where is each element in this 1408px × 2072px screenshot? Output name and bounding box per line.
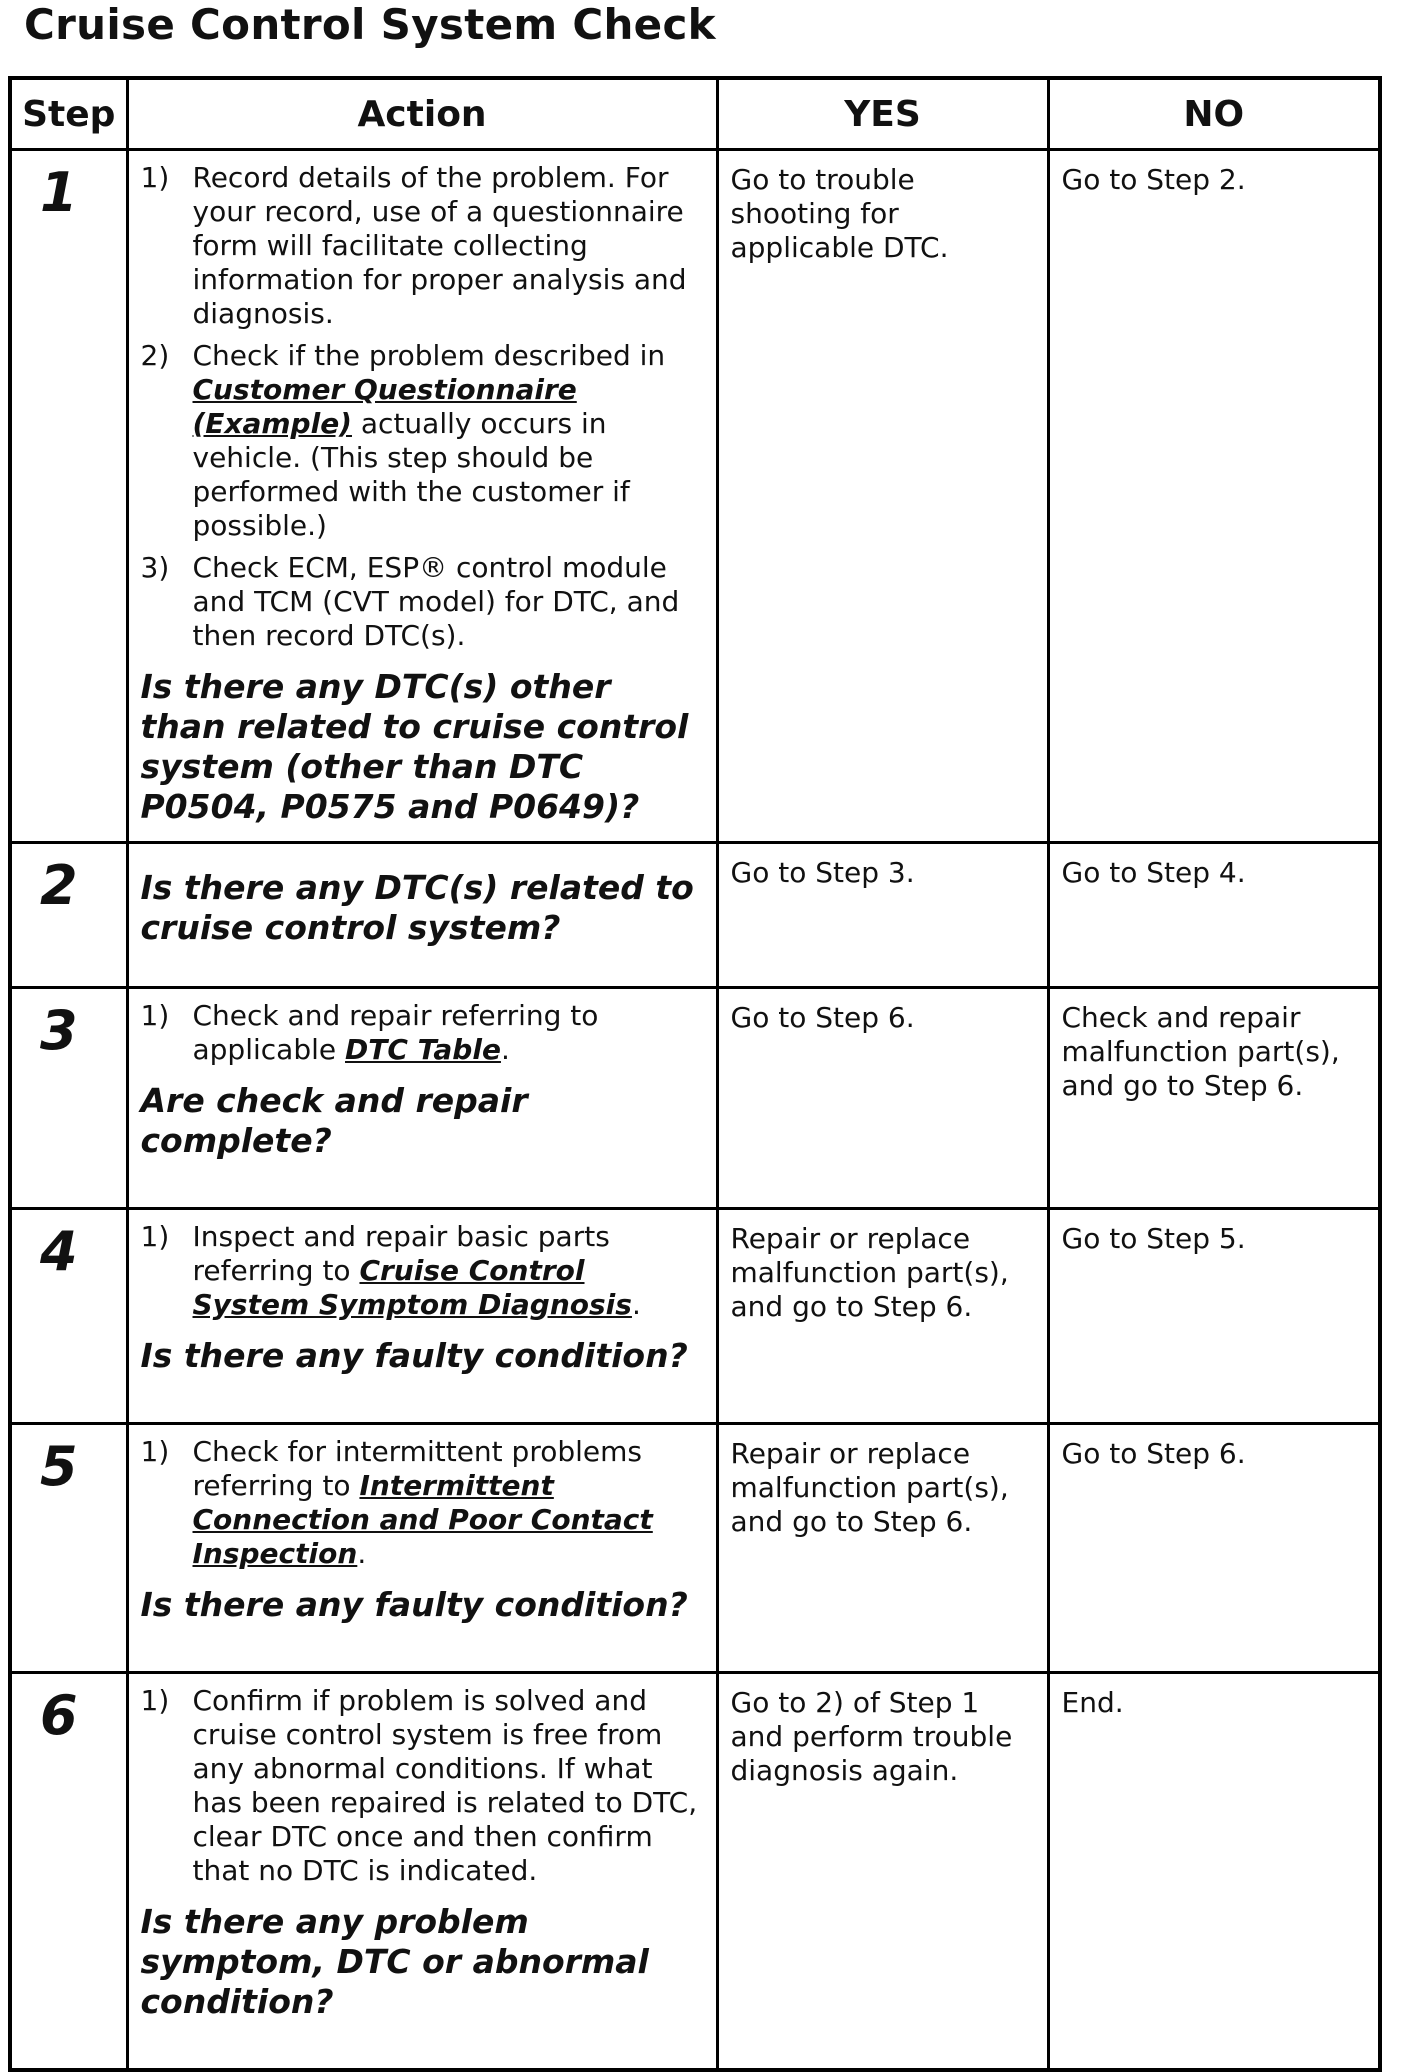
item-number: 1): [140, 1220, 170, 1253]
action-item: [141, 551, 702, 653]
step-cell: [10, 150, 127, 843]
step-cell: [10, 988, 127, 1209]
item-text: Confirm if problem is solved and cruise control system is free from any abnormal conditions. If what has been repaired is related to DTC, clear DTC once and then confirm that no DTC is indicated.: [192, 1684, 698, 1887]
yes-cell: Go to trouble shooting for applicable DTC.: [717, 150, 1048, 843]
dtc-table-link[interactable]: DTC Table: [345, 1033, 501, 1066]
header-action: Action: [127, 78, 717, 150]
table-row: [10, 1424, 1380, 1673]
table-row: [10, 150, 1380, 843]
item-text: Check for intermittent problems referring to: [192, 1435, 642, 1502]
action-cell: [127, 150, 717, 843]
no-cell: Go to Step 5.: [1048, 1209, 1380, 1424]
item-number: 1): [140, 1684, 170, 1717]
step-number: 1: [40, 161, 78, 224]
question: Are check and repair complete?: [140, 1081, 528, 1160]
action-item: [141, 161, 702, 331]
table-row: [10, 1209, 1380, 1424]
symptom-diagnosis-link[interactable]: Cruise Control System Symptom Diagnosis: [192, 1254, 632, 1321]
step-number: 3: [40, 999, 78, 1062]
step-number: 5: [40, 1435, 78, 1498]
item-text: Inspect and repair basic parts referring to: [192, 1220, 610, 1287]
no-cell: Go to Step 6.: [1048, 1424, 1380, 1673]
item-text: .: [500, 1033, 510, 1066]
table-row: [10, 988, 1380, 1209]
action-item: [141, 339, 702, 543]
question: Is there any DTC(s) related to cruise control system?: [140, 868, 694, 947]
header-row: [10, 78, 1380, 150]
no-cell: Check and repair malfunction part(s), and go to Step 6.: [1048, 988, 1380, 1209]
step-cell: [10, 843, 127, 988]
no-cell: Go to Step 4.: [1048, 843, 1380, 988]
action-cell: [127, 1424, 717, 1673]
action-cell: [127, 1673, 717, 2071]
action-item: [141, 1435, 702, 1571]
item-number: 3): [140, 551, 170, 584]
item-text: actually occurs in vehicle. (This step should be performed with the customer if possible.): [192, 407, 630, 542]
item-number: 1): [140, 161, 170, 194]
no-cell: End.: [1048, 1673, 1380, 2071]
action-cell: [127, 1209, 717, 1424]
yes-cell: Go to Step 3.: [717, 843, 1048, 988]
question: Is there any problem symptom, DTC or abnormal condition?: [140, 1902, 649, 2021]
header-no: NO: [1048, 78, 1380, 150]
yes-cell: Repair or replace malfunction part(s), and go to Step 6.: [717, 1424, 1048, 1673]
item-text: Check and repair referring to applicable: [192, 999, 599, 1066]
yes-cell: Go to Step 6.: [717, 988, 1048, 1209]
action-item: [141, 1684, 702, 1888]
step-number: 4: [40, 1220, 78, 1283]
question: Is there any DTC(s) other than related to cruise control system (other than DTC P0504, P0575 and P0649)?: [140, 667, 689, 826]
question: Is there any faulty condition?: [140, 1585, 688, 1624]
action-cell: [127, 988, 717, 1209]
page-title: Cruise Control System Check: [24, 0, 716, 49]
item-text: .: [357, 1537, 367, 1570]
question: Is there any faulty condition?: [140, 1336, 688, 1375]
item-text: Check if the problem described in: [192, 339, 666, 372]
header-step: Step: [10, 78, 127, 150]
yes-cell: Repair or replace malfunction part(s), and go to Step 6.: [717, 1209, 1048, 1424]
diagnosis-table: [8, 76, 1382, 2072]
yes-cell: Go to 2) of Step 1 and perform trouble diagnosis again.: [717, 1673, 1048, 2071]
item-number: 1): [140, 1435, 170, 1468]
no-cell: Go to Step 2.: [1048, 150, 1380, 843]
customer-questionnaire-link[interactable]: Customer Questionnaire (Example): [192, 373, 577, 440]
item-text: Record details of the problem. For your record, use of a questionnaire form will facilitate collecting information for proper analysis and diagnosis.: [192, 161, 687, 330]
action-cell: [127, 843, 717, 988]
item-text: .: [631, 1288, 641, 1321]
header-yes: YES: [717, 78, 1048, 150]
step-cell: [10, 1209, 127, 1424]
step-cell: [10, 1673, 127, 2071]
table-row: [10, 843, 1380, 988]
item-text: Check ECM, ESP® control module and TCM (CVT model) for DTC, and then record DTC(s).: [192, 551, 680, 652]
item-number: 1): [140, 999, 170, 1032]
item-number: 2): [140, 339, 170, 372]
action-item: [141, 999, 702, 1067]
step-number: 6: [40, 1684, 78, 1747]
intermittent-connection-link[interactable]: Intermittent Connection and Poor Contact Inspection: [192, 1469, 653, 1570]
table-row: [10, 1673, 1380, 2071]
step-cell: [10, 1424, 127, 1673]
action-item: [141, 1220, 702, 1322]
step-number: 2: [40, 854, 78, 917]
